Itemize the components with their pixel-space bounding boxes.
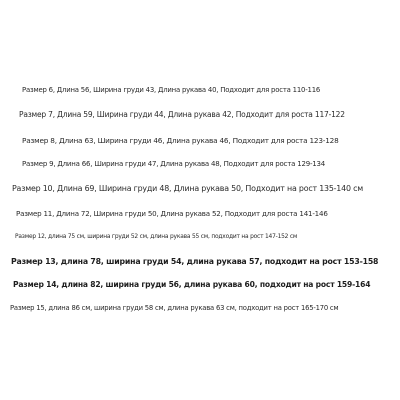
size-line-12: Размер 12, длина 75 см, ширина груди 52 см, длина рукава 55 см, подходит на рост 147-152 см	[15, 234, 298, 240]
size-line-15: Размер 15, длина 86 см, ширина груди 58 см, длина рукава 63 см, подходит на рост 165-170 см	[10, 304, 339, 312]
size-line-6: Размер 6, Длина 56, Ширина груди 43, Длина рукава 40, Подходит для роста 110-116	[22, 86, 321, 94]
size-line-7: Размер 7, Длина 59, Ширина груди 44, Длина рукава 42, Подходит для роста 117-122	[19, 110, 345, 119]
size-line-13: Размер 13, длина 78, ширина груди 54, длина рукава 57, подходит на рост 153-158	[11, 257, 379, 266]
size-line-9: Размер 9, Длина 66, Ширина груди 47, Длина рукава 48, Подходит для роста 129-134	[22, 160, 326, 168]
size-line-10: Размер 10, Длина 69, Ширина груди 48, Длина рукава 50, Подходит на рост 135-140 см	[12, 184, 363, 193]
size-line-14: Размер 14, длина 82, ширина груди 56, длина рукава 60, подходит на рост 159-164	[13, 280, 371, 289]
size-line-11: Размер 11, Длина 72, Ширина груди 50, Длина рукава 52, Подходит для роста 141-146	[16, 209, 328, 218]
size-line-8: Размер 8, Длина 63, Ширина груди 46, Длина рукава 46, Подходит для роста 123-128	[22, 136, 339, 145]
